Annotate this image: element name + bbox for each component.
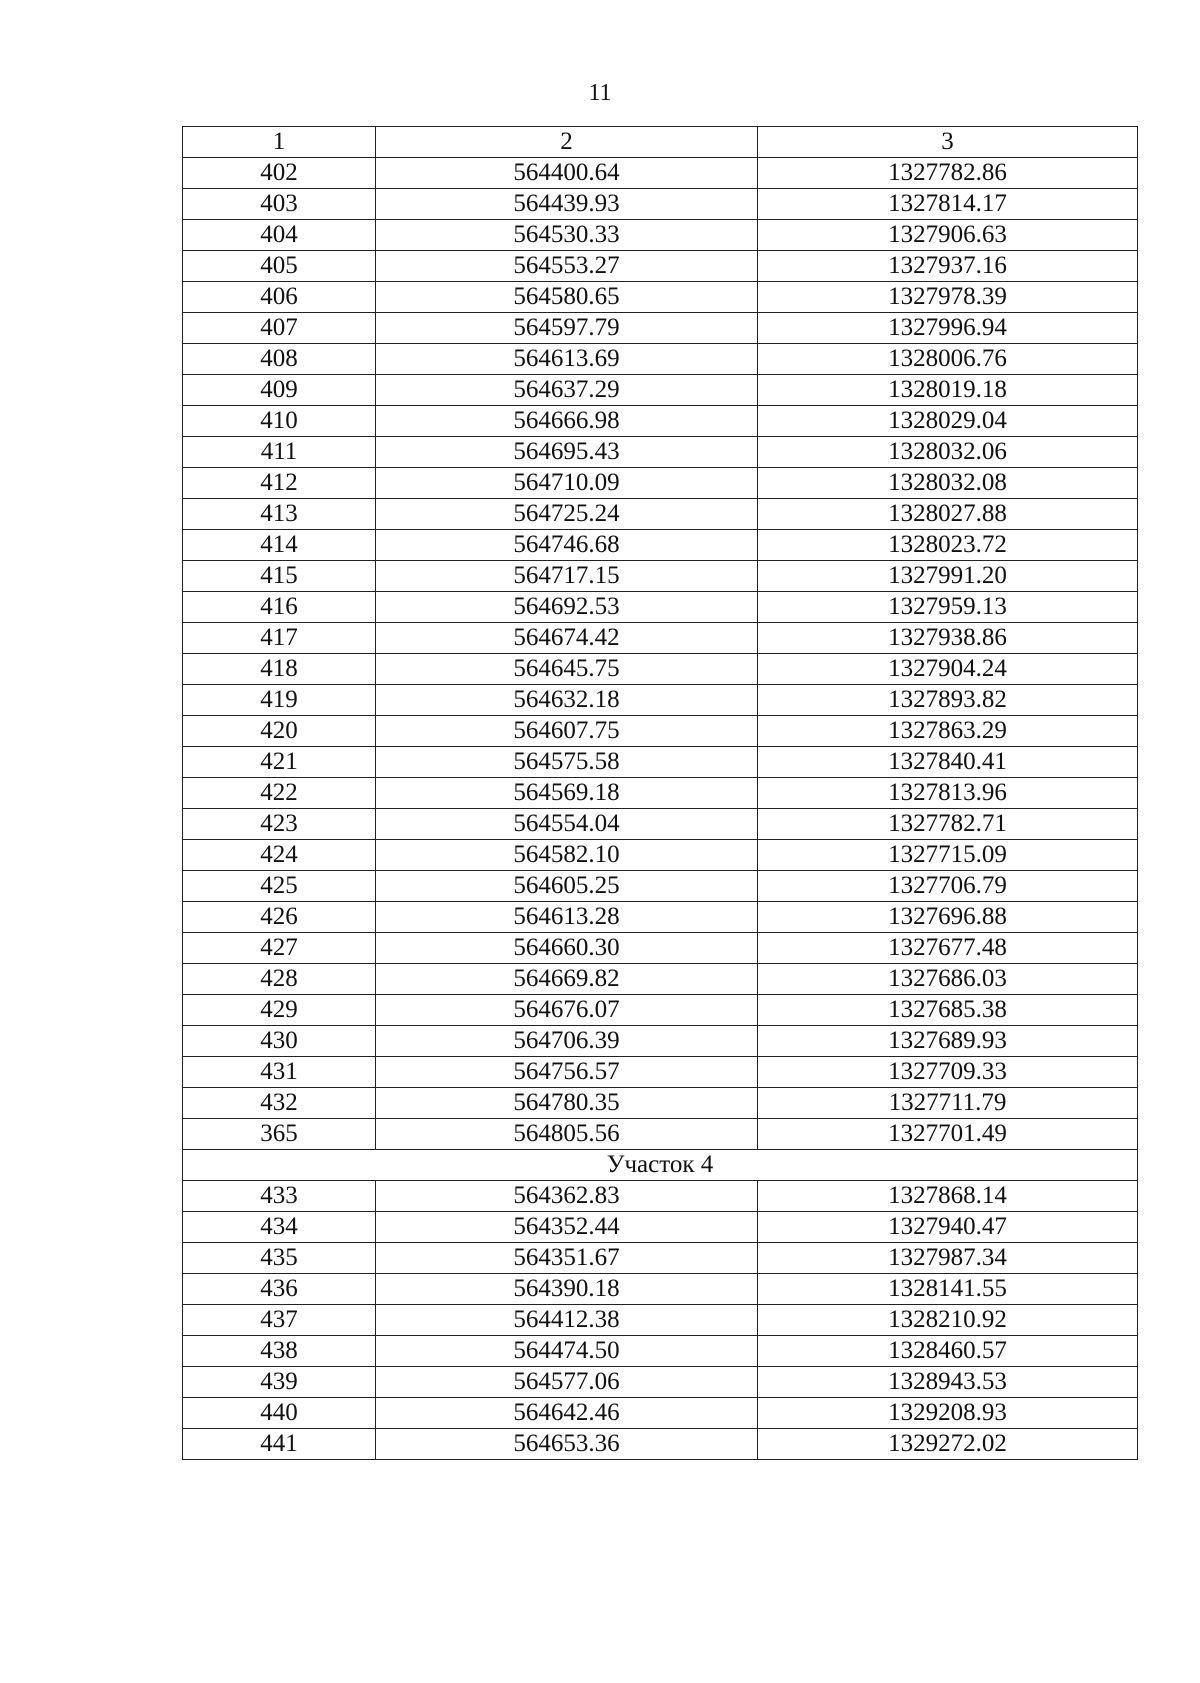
x-coordinate-cell: 564582.10 bbox=[376, 840, 758, 871]
point-number-cell: 410 bbox=[183, 406, 376, 437]
x-coordinate-cell: 564695.43 bbox=[376, 437, 758, 468]
x-coordinate-cell: 564676.07 bbox=[376, 995, 758, 1026]
y-coordinate-cell: 1327685.38 bbox=[758, 995, 1138, 1026]
x-coordinate-cell: 564706.39 bbox=[376, 1026, 758, 1057]
point-number-cell: 430 bbox=[183, 1026, 376, 1057]
y-coordinate-cell: 1327978.39 bbox=[758, 282, 1138, 313]
y-coordinate-cell: 1327987.34 bbox=[758, 1243, 1138, 1274]
point-number-cell: 404 bbox=[183, 220, 376, 251]
table-row bbox=[183, 1274, 1138, 1305]
point-number-cell: 425 bbox=[183, 871, 376, 902]
x-coordinate-cell: 564613.28 bbox=[376, 902, 758, 933]
point-number-cell: 365 bbox=[183, 1119, 376, 1150]
y-coordinate-cell: 1329208.93 bbox=[758, 1398, 1138, 1429]
x-coordinate-cell: 564605.25 bbox=[376, 871, 758, 902]
point-number-cell: 409 bbox=[183, 375, 376, 406]
x-coordinate-cell: 564577.06 bbox=[376, 1367, 758, 1398]
point-number-cell: 424 bbox=[183, 840, 376, 871]
x-coordinate-cell: 564554.04 bbox=[376, 809, 758, 840]
table-row bbox=[183, 220, 1138, 251]
table-row bbox=[183, 747, 1138, 778]
table-row bbox=[183, 933, 1138, 964]
point-number-cell: 407 bbox=[183, 313, 376, 344]
y-coordinate-cell: 1327689.93 bbox=[758, 1026, 1138, 1057]
point-number-cell: 426 bbox=[183, 902, 376, 933]
table-row bbox=[183, 1119, 1138, 1150]
y-coordinate-cell: 1327893.82 bbox=[758, 685, 1138, 716]
point-number-cell: 415 bbox=[183, 561, 376, 592]
x-coordinate-cell: 564645.75 bbox=[376, 654, 758, 685]
y-coordinate-cell: 1327959.13 bbox=[758, 592, 1138, 623]
table-row bbox=[183, 1336, 1138, 1367]
table-row bbox=[183, 344, 1138, 375]
y-coordinate-cell: 1328029.04 bbox=[758, 406, 1138, 437]
point-number-cell: 408 bbox=[183, 344, 376, 375]
table-row bbox=[183, 375, 1138, 406]
x-coordinate-cell: 564553.27 bbox=[376, 251, 758, 282]
y-coordinate-cell: 1327696.88 bbox=[758, 902, 1138, 933]
table-row bbox=[183, 1181, 1138, 1212]
point-number-cell: 414 bbox=[183, 530, 376, 561]
point-number-cell: 440 bbox=[183, 1398, 376, 1429]
x-coordinate-cell: 564692.53 bbox=[376, 592, 758, 623]
point-number-cell: 417 bbox=[183, 623, 376, 654]
y-coordinate-cell: 1327938.86 bbox=[758, 623, 1138, 654]
table-row bbox=[183, 995, 1138, 1026]
x-coordinate-cell: 564390.18 bbox=[376, 1274, 758, 1305]
point-number-cell: 438 bbox=[183, 1336, 376, 1367]
y-coordinate-cell: 1327906.63 bbox=[758, 220, 1138, 251]
table-row bbox=[183, 716, 1138, 747]
x-coordinate-cell: 564642.46 bbox=[376, 1398, 758, 1429]
x-coordinate-cell: 564575.58 bbox=[376, 747, 758, 778]
point-number-cell: 411 bbox=[183, 437, 376, 468]
x-coordinate-cell: 564746.68 bbox=[376, 530, 758, 561]
x-coordinate-cell: 564474.50 bbox=[376, 1336, 758, 1367]
x-coordinate-cell: 564653.36 bbox=[376, 1429, 758, 1460]
point-number-cell: 437 bbox=[183, 1305, 376, 1336]
point-number-cell: 405 bbox=[183, 251, 376, 282]
y-coordinate-cell: 1327904.24 bbox=[758, 654, 1138, 685]
table-row bbox=[183, 437, 1138, 468]
x-coordinate-cell: 564637.29 bbox=[376, 375, 758, 406]
table-row bbox=[183, 1429, 1138, 1460]
x-coordinate-cell: 564569.18 bbox=[376, 778, 758, 809]
header-cell-y: 3 bbox=[758, 127, 1138, 158]
table-row bbox=[183, 1088, 1138, 1119]
table-row bbox=[183, 778, 1138, 809]
table-row bbox=[183, 685, 1138, 716]
x-coordinate-cell: 564607.75 bbox=[376, 716, 758, 747]
y-coordinate-cell: 1327686.03 bbox=[758, 964, 1138, 995]
x-coordinate-cell: 564669.82 bbox=[376, 964, 758, 995]
y-coordinate-cell: 1327677.48 bbox=[758, 933, 1138, 964]
y-coordinate-cell: 1327701.49 bbox=[758, 1119, 1138, 1150]
table-body bbox=[183, 127, 1138, 1460]
point-number-cell: 439 bbox=[183, 1367, 376, 1398]
point-number-cell: 420 bbox=[183, 716, 376, 747]
table-row bbox=[183, 158, 1138, 189]
x-coordinate-cell: 564805.56 bbox=[376, 1119, 758, 1150]
y-coordinate-cell: 1328210.92 bbox=[758, 1305, 1138, 1336]
point-number-cell: 431 bbox=[183, 1057, 376, 1088]
y-coordinate-cell: 1327715.09 bbox=[758, 840, 1138, 871]
x-coordinate-cell: 564597.79 bbox=[376, 313, 758, 344]
y-coordinate-cell: 1329272.02 bbox=[758, 1429, 1138, 1460]
section-title-row bbox=[183, 1150, 1138, 1181]
point-number-cell: 433 bbox=[183, 1181, 376, 1212]
table-row bbox=[183, 902, 1138, 933]
point-number-cell: 418 bbox=[183, 654, 376, 685]
y-coordinate-cell: 1327937.16 bbox=[758, 251, 1138, 282]
y-coordinate-cell: 1328023.72 bbox=[758, 530, 1138, 561]
point-number-cell: 403 bbox=[183, 189, 376, 220]
section-title: Участок 4 bbox=[183, 1150, 1138, 1181]
table-row bbox=[183, 189, 1138, 220]
y-coordinate-cell: 1328027.88 bbox=[758, 499, 1138, 530]
table-row bbox=[183, 1305, 1138, 1336]
x-coordinate-cell: 564439.93 bbox=[376, 189, 758, 220]
y-coordinate-cell: 1327996.94 bbox=[758, 313, 1138, 344]
coordinates-table bbox=[182, 126, 1138, 1460]
y-coordinate-cell: 1328141.55 bbox=[758, 1274, 1138, 1305]
page-number: 11 bbox=[588, 80, 612, 106]
point-number-cell: 412 bbox=[183, 468, 376, 499]
point-number-cell: 429 bbox=[183, 995, 376, 1026]
x-coordinate-cell: 564351.67 bbox=[376, 1243, 758, 1274]
point-number-cell: 441 bbox=[183, 1429, 376, 1460]
y-coordinate-cell: 1328460.57 bbox=[758, 1336, 1138, 1367]
y-coordinate-cell: 1328006.76 bbox=[758, 344, 1138, 375]
y-coordinate-cell: 1327814.17 bbox=[758, 189, 1138, 220]
y-coordinate-cell: 1327868.14 bbox=[758, 1181, 1138, 1212]
x-coordinate-cell: 564580.65 bbox=[376, 282, 758, 313]
table-row bbox=[183, 468, 1138, 499]
y-coordinate-cell: 1328943.53 bbox=[758, 1367, 1138, 1398]
point-number-cell: 432 bbox=[183, 1088, 376, 1119]
table-row bbox=[183, 406, 1138, 437]
point-number-cell: 416 bbox=[183, 592, 376, 623]
y-coordinate-cell: 1327991.20 bbox=[758, 561, 1138, 592]
table-row bbox=[183, 1243, 1138, 1274]
x-coordinate-cell: 564412.38 bbox=[376, 1305, 758, 1336]
x-coordinate-cell: 564725.24 bbox=[376, 499, 758, 530]
table-row bbox=[183, 840, 1138, 871]
point-number-cell: 428 bbox=[183, 964, 376, 995]
point-number-cell: 413 bbox=[183, 499, 376, 530]
point-number-cell: 402 bbox=[183, 158, 376, 189]
table-row bbox=[183, 561, 1138, 592]
table-row bbox=[183, 1057, 1138, 1088]
x-coordinate-cell: 564400.64 bbox=[376, 158, 758, 189]
table-row bbox=[183, 654, 1138, 685]
y-coordinate-cell: 1328032.06 bbox=[758, 437, 1138, 468]
y-coordinate-cell: 1327709.33 bbox=[758, 1057, 1138, 1088]
x-coordinate-cell: 564674.42 bbox=[376, 623, 758, 654]
point-number-cell: 406 bbox=[183, 282, 376, 313]
x-coordinate-cell: 564362.83 bbox=[376, 1181, 758, 1212]
x-coordinate-cell: 564666.98 bbox=[376, 406, 758, 437]
x-coordinate-cell: 564613.69 bbox=[376, 344, 758, 375]
x-coordinate-cell: 564660.30 bbox=[376, 933, 758, 964]
x-coordinate-cell: 564756.57 bbox=[376, 1057, 758, 1088]
point-number-cell: 427 bbox=[183, 933, 376, 964]
point-number-cell: 436 bbox=[183, 1274, 376, 1305]
table-row bbox=[183, 809, 1138, 840]
y-coordinate-cell: 1327940.47 bbox=[758, 1212, 1138, 1243]
table-row bbox=[183, 251, 1138, 282]
table-row bbox=[183, 871, 1138, 902]
point-number-cell: 419 bbox=[183, 685, 376, 716]
point-number-cell: 421 bbox=[183, 747, 376, 778]
x-coordinate-cell: 564710.09 bbox=[376, 468, 758, 499]
point-number-cell: 422 bbox=[183, 778, 376, 809]
x-coordinate-cell: 564530.33 bbox=[376, 220, 758, 251]
y-coordinate-cell: 1327782.71 bbox=[758, 809, 1138, 840]
x-coordinate-cell: 564352.44 bbox=[376, 1212, 758, 1243]
x-coordinate-cell: 564717.15 bbox=[376, 561, 758, 592]
header-cell-x: 2 bbox=[376, 127, 758, 158]
x-coordinate-cell: 564632.18 bbox=[376, 685, 758, 716]
y-coordinate-cell: 1327711.79 bbox=[758, 1088, 1138, 1119]
table-row bbox=[183, 1026, 1138, 1057]
table-row bbox=[183, 499, 1138, 530]
table-row bbox=[183, 592, 1138, 623]
y-coordinate-cell: 1327863.29 bbox=[758, 716, 1138, 747]
point-number-cell: 435 bbox=[183, 1243, 376, 1274]
table-row bbox=[183, 1212, 1138, 1243]
y-coordinate-cell: 1328032.08 bbox=[758, 468, 1138, 499]
table-row bbox=[183, 964, 1138, 995]
y-coordinate-cell: 1327840.41 bbox=[758, 747, 1138, 778]
table-row bbox=[183, 1367, 1138, 1398]
table-row bbox=[183, 530, 1138, 561]
table-row bbox=[183, 282, 1138, 313]
table-row bbox=[183, 1398, 1138, 1429]
table-row bbox=[183, 313, 1138, 344]
y-coordinate-cell: 1328019.18 bbox=[758, 375, 1138, 406]
y-coordinate-cell: 1327706.79 bbox=[758, 871, 1138, 902]
header-cell-point-number: 1 bbox=[183, 127, 376, 158]
y-coordinate-cell: 1327813.96 bbox=[758, 778, 1138, 809]
table-row bbox=[183, 623, 1138, 654]
point-number-cell: 434 bbox=[183, 1212, 376, 1243]
y-coordinate-cell: 1327782.86 bbox=[758, 158, 1138, 189]
x-coordinate-cell: 564780.35 bbox=[376, 1088, 758, 1119]
point-number-cell: 423 bbox=[183, 809, 376, 840]
table-header-row bbox=[183, 127, 1138, 158]
